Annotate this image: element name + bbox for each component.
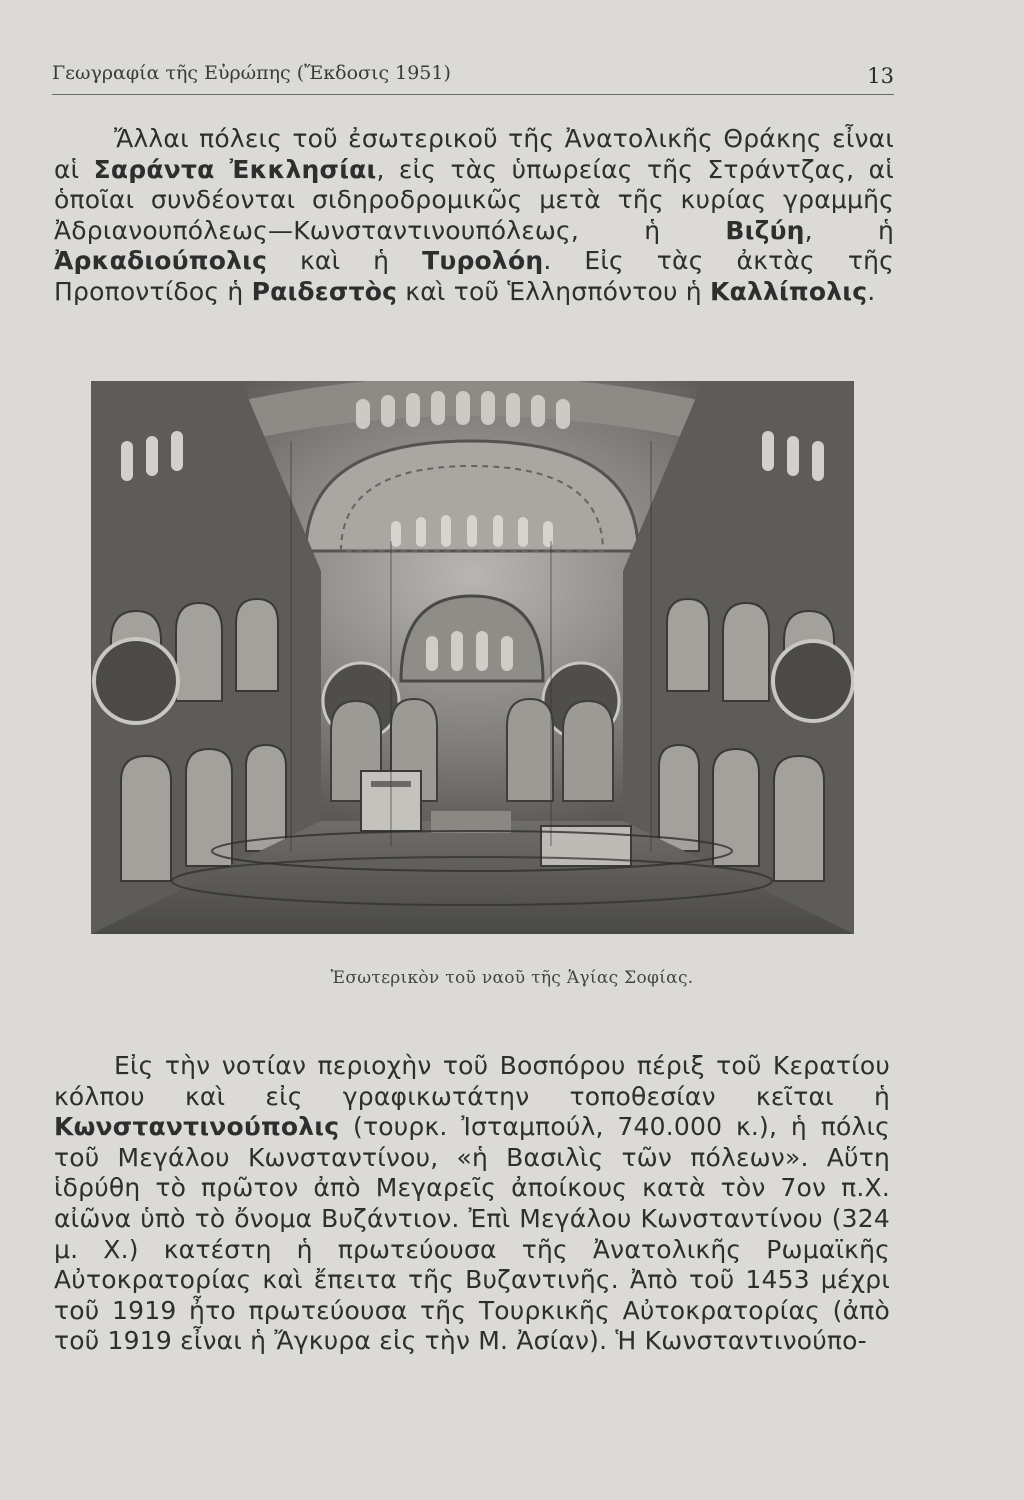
place-name: Βιζύη xyxy=(725,215,805,245)
text-run: (τουρκ. Ἰσταμπούλ, 740.000 κ.), ἡ πόλις τοῦ Μεγάλου Κωνσταντίνου, «ἡ Βασιλὶς τῶν πόλεων». Αὕτη ἱδρύθη τὸ πρῶτον ἀπὸ Μεγαρεῖς ἀποίκους κατὰ τὸν 7ον π.Χ. αἰῶνα ὑπὸ τὸ ὄνομα Βυζάντιον. Ἐπὶ Μεγάλου Κωνσταντίνου (324 μ. Χ.) κατέστη ἡ πρωτεύουσα τῆς Ἀνατολικῆς Ρωμαϊκῆς Αὐτοκρατορίας καὶ ἔπειτα τῆς Βυζαντινῆς. Ἀπὸ τοῦ 1453 μέχρι τοῦ 1919 ἦτο πρωτεύουσα τῆς Τουρκικῆς Αὐτοκρατορίας (ἀπὸ τοῦ 1919 εἶναι ἡ Ἄγκυρα εἰς τὴν Μ. Ἀσίαν). Ἡ Κωνσταντινούπο- xyxy=(54,1112,890,1356)
place-name: Ἀρκαδιούπολις xyxy=(54,246,268,276)
text-run: , εἰς τὰς ὑπωρείας τῆς Στράντζας, αἱ ὁποῖαι συνδέονται σιδηροδρομικῶς μετὰ τῆς κυρίας γραμμῆς Ἀδριανουπόλεως—Κωνσταντινουπόλεως, ἡ xyxy=(54,154,894,245)
place-name: Τυρολόη xyxy=(422,246,544,276)
figure-caption: Ἐσωτερικὸν τοῦ ναοῦ τῆς Ἁγίας Σοφίας. xyxy=(330,968,694,988)
text-run: καὶ τοῦ Ἑλλησπόντου ἡ xyxy=(397,276,710,306)
text-run: , ἡ xyxy=(804,215,894,245)
paragraph-constantinople xyxy=(54,1051,890,1357)
text-run: καὶ ἡ xyxy=(267,246,423,276)
text-run: . xyxy=(867,276,876,306)
text-run: Ἄλλαι πόλεις τοῦ ἐσωτερικοῦ τῆς Ἀνατολικῆς Θράκης εἶναι αἱ xyxy=(54,124,894,184)
place-name: Ραιδεστὸς xyxy=(251,276,398,306)
text-run: . Εἰς τὰς ἀκτὰς τῆς Προποντίδος ἡ xyxy=(54,246,894,306)
hagia-sophia-interior-photo xyxy=(91,381,854,934)
place-name: Κωνσταντινούπολις xyxy=(54,1112,340,1142)
place-name: Καλλίπολις xyxy=(710,276,868,306)
text-run: Εἰς τὴν νοτίαν περιοχὴν τοῦ Βοσπόρου πέριξ τοῦ Κερατίου κόλπου καὶ εἰς γραφικωτάτην τοποθεσίαν κεῖται ἡ xyxy=(54,1051,890,1111)
page-number: 13 xyxy=(867,64,894,88)
paragraph-cities-thrace xyxy=(54,124,894,308)
place-name: Σαράντα Ἐκκλησίαι xyxy=(93,154,377,184)
running-head xyxy=(52,62,894,95)
running-title: Γεωγραφία τῆς Εὐρώπης (Ἔκδοσις 1951) xyxy=(52,62,451,84)
